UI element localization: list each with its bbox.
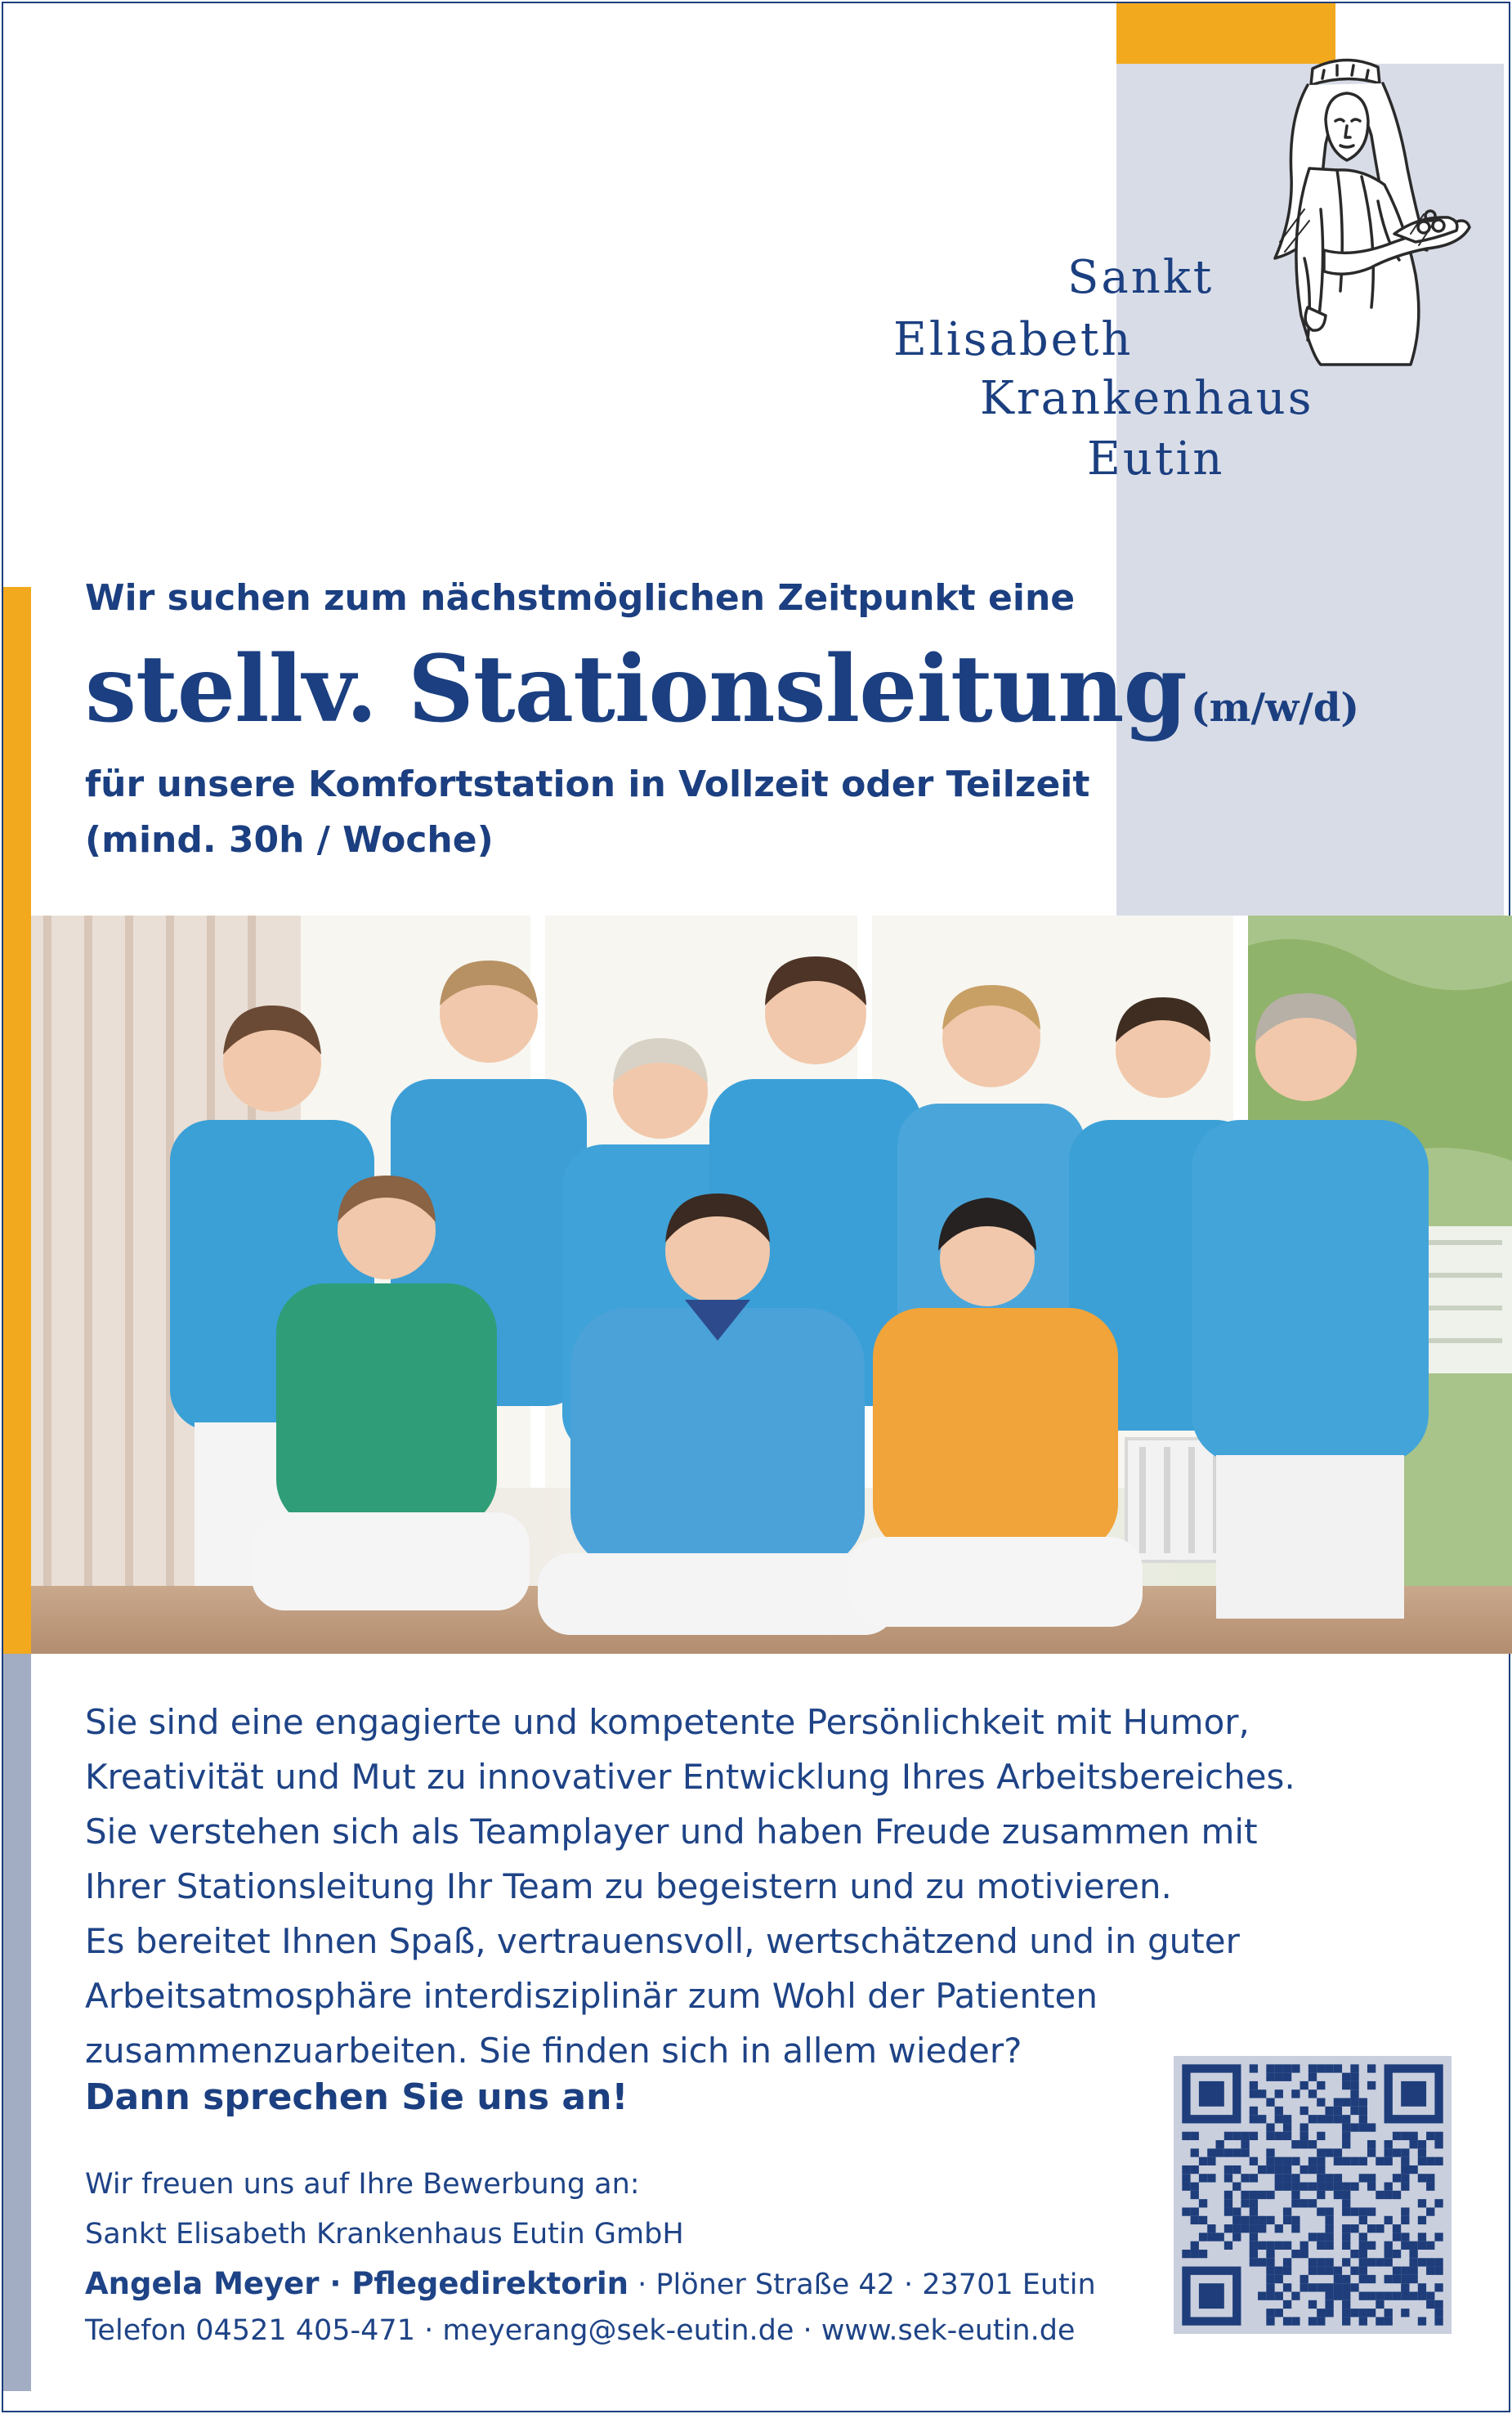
logo-line-krankenhaus: Krankenhaus — [980, 372, 1314, 425]
contact-role: Pflegedirektorin — [351, 2266, 629, 2301]
gender-suffix: (m/w/d) — [1190, 685, 1360, 731]
body-line: zusammenzuarbeiten. Sie finden sich in allem wieder? — [85, 2031, 1022, 2071]
qr-code-icon[interactable] — [1174, 2056, 1452, 2334]
contact-dot: · — [794, 2314, 821, 2347]
contact-person: Angela Meyer — [85, 2266, 320, 2301]
body-line: Sie verstehen sich als Teamplayer und haben Freude zusammen mit — [85, 1812, 1258, 1852]
body-line: Ihrer Stationsleitung Ihr Team zu begeistern und zu motivieren. — [85, 1866, 1172, 1906]
contact-phone: Telefon 04521 405-471 — [85, 2314, 415, 2347]
body-line: Es bereitet Ihnen Spaß, vertrauensvoll, wertschätzend und in guter — [85, 1921, 1240, 1961]
contact-intro: Wir freuen uns auf Ihre Bewerbung an: — [85, 2168, 640, 2201]
body-line: Sie sind eine engagierte und kompetente Persönlichkeit mit Humor, — [85, 1702, 1250, 1742]
contact-details-line — [85, 2314, 1075, 2347]
orange-accent-left — [3, 587, 31, 1654]
job-title: stellv. Stationsleitung — [85, 636, 1187, 743]
body-line: Arbeitsatmosphäre interdisziplinär zum Wohl der Patienten — [85, 1976, 1098, 2016]
call-to-action: Dann sprechen Sie uns an! — [85, 2076, 629, 2118]
team-photo — [31, 916, 1512, 1654]
contact-separator: · — [319, 2266, 352, 2301]
saint-elisabeth-logo-icon — [1255, 46, 1476, 369]
contact-person-line — [85, 2266, 1096, 2301]
subtitle-line-2: (mind. 30h / Woche) — [85, 819, 494, 861]
logo-line-sankt: Sankt — [1067, 251, 1215, 304]
contact-dot: · — [414, 2314, 443, 2347]
contact-email-link[interactable]: meyerang@sek-eutin.de — [442, 2314, 794, 2347]
logo-line-eutin: Eutin — [1087, 432, 1225, 486]
logo-line-elisabeth: Elisabeth — [893, 313, 1134, 366]
subtitle-line-1: für unsere Komfortstation in Vollzeit oder Teilzeit — [85, 764, 1090, 805]
job-title-line — [85, 636, 1359, 743]
body-text — [85, 1695, 1295, 2078]
contact-address: · Plöner Straße 42 · 23701 Eutin — [629, 2268, 1096, 2301]
gray-accent-left — [3, 1654, 31, 2391]
intro-text: Wir suchen zum nächstmöglichen Zeitpunkt eine — [85, 577, 1076, 619]
contact-company: Sankt Elisabeth Krankenhaus Eutin GmbH — [85, 2218, 684, 2251]
contact-website-link[interactable]: www.sek-eutin.de — [821, 2314, 1076, 2347]
body-line: Kreativität und Mut zu innovativer Entwicklung Ihres Arbeitsbereiches. — [85, 1757, 1295, 1797]
